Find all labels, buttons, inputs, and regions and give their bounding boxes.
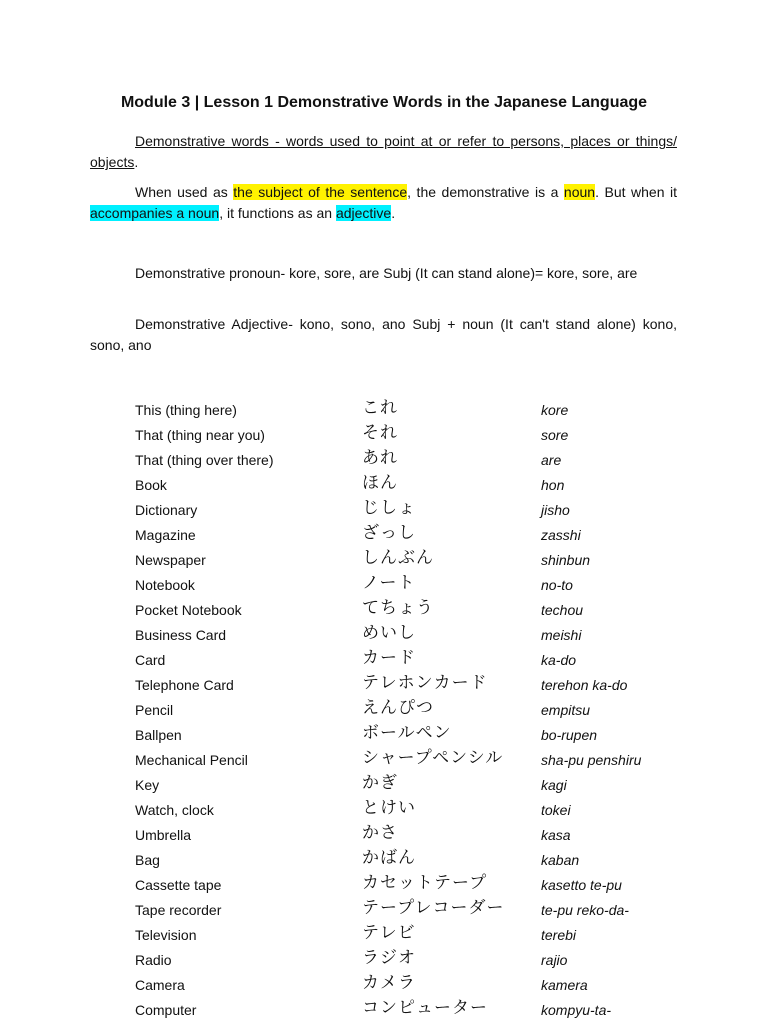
romaji-term: empitsu: [541, 702, 591, 718]
japanese-term: ほん: [362, 473, 398, 493]
japanese-term: カセットテープ: [362, 873, 488, 893]
adjective-text: Demonstrative Adjective- kono, sono, ano Subj + noun (It can't stand alone) kono, sono, ano: [90, 316, 677, 353]
romaji-term: sore: [541, 427, 569, 443]
japanese-term: カード: [362, 648, 416, 668]
japanese-term: しんぶん: [362, 548, 434, 568]
english-term: Ballpen: [135, 727, 182, 743]
table-row: [135, 443, 695, 468]
english-term: That (thing over there): [135, 452, 274, 468]
romaji-term: te-pu reko-da-: [541, 902, 629, 918]
table-row: [135, 668, 695, 693]
japanese-term: テレビ: [362, 923, 416, 943]
table-row: [135, 593, 695, 618]
romaji-term: kasetto te-pu: [541, 877, 622, 893]
definition-text: Demonstrative words - words used to point at or refer to persons, places or things/ objects: [90, 133, 677, 170]
english-term: Newspaper: [135, 552, 206, 568]
highlight-adjective: adjective: [335, 205, 392, 221]
romaji-term: kagi: [541, 777, 567, 793]
pronoun-paragraph: [90, 263, 677, 284]
romaji-term: bo-rupen: [541, 727, 598, 743]
english-term: Business Card: [135, 627, 227, 643]
page-title: Module 3 | Lesson 1 Demonstrative Words in the Japanese Language: [120, 94, 648, 111]
vocabulary-table-body: [135, 393, 695, 1018]
table-row: [135, 818, 695, 843]
romaji-term: no-to: [541, 577, 573, 593]
japanese-term: かさ: [362, 823, 398, 843]
romaji-term: zasshi: [541, 527, 581, 543]
romaji-term: tokei: [541, 802, 571, 818]
english-term: Pocket Notebook: [135, 602, 242, 618]
romaji-term: rajio: [541, 952, 568, 968]
japanese-term: かばん: [362, 848, 416, 868]
usage-text-4: , it functions as an: [219, 205, 336, 221]
english-term: That (thing near you): [135, 427, 265, 443]
japanese-term: テレホンカード: [362, 673, 488, 693]
definition-period: .: [134, 154, 139, 170]
pronoun-text: Demonstrative pronoun- kore, sore, are Subj (It can stand alone)= kore, sore, are: [135, 265, 638, 281]
vocabulary-table: [135, 393, 695, 1018]
english-term: Tape recorder: [135, 902, 222, 918]
table-row: [135, 518, 695, 543]
english-term: Mechanical Pencil: [135, 752, 248, 768]
table-row: [135, 968, 695, 993]
japanese-term: ラジオ: [362, 948, 416, 968]
english-term: Cassette tape: [135, 877, 222, 893]
romaji-term: kasa: [541, 827, 571, 843]
japanese-term: テープレコーダー: [362, 898, 505, 918]
table-row: [135, 543, 695, 568]
table-row: [135, 943, 695, 968]
romaji-term: kamera: [541, 977, 588, 993]
usage-text-2: , the demonstrative is a: [407, 184, 564, 200]
table-row: [135, 493, 695, 518]
english-term: Camera: [135, 977, 185, 993]
usage-text-3: . But when it: [595, 184, 678, 200]
english-term: This (thing here): [135, 402, 237, 418]
table-row: [135, 643, 695, 668]
romaji-term: shinbun: [541, 552, 591, 568]
english-term: Notebook: [135, 577, 195, 593]
table-row: [135, 993, 695, 1018]
japanese-term: あれ: [362, 448, 398, 468]
table-row: [135, 893, 695, 918]
romaji-term: techou: [541, 602, 584, 618]
japanese-term: それ: [362, 423, 398, 443]
romaji-term: ka-do: [541, 652, 577, 668]
english-term: Television: [135, 927, 197, 943]
english-term: Dictionary: [135, 502, 198, 518]
romaji-term: kore: [541, 402, 569, 418]
table-row: [135, 868, 695, 893]
table-row: [135, 418, 695, 443]
table-row: [135, 768, 695, 793]
table-row: [135, 468, 695, 493]
table-row: [135, 843, 695, 868]
english-term: Telephone Card: [135, 677, 234, 693]
table-row: [135, 693, 695, 718]
japanese-term: シャープペンシル: [362, 748, 504, 768]
japanese-term: えんぴつ: [362, 698, 434, 718]
usage-paragraph: [90, 182, 677, 224]
table-row: [135, 793, 695, 818]
romaji-term: terehon ka-do: [541, 677, 628, 693]
english-term: Pencil: [135, 702, 174, 718]
english-term: Umbrella: [135, 827, 192, 843]
highlight-noun: noun: [563, 184, 596, 200]
japanese-term: ざっし: [362, 523, 416, 543]
table-row: [135, 618, 695, 643]
japanese-term: めいし: [362, 623, 416, 643]
romaji-term: sha-pu penshiru: [541, 752, 642, 768]
english-term: Card: [135, 652, 166, 668]
usage-text-1: When used as: [135, 184, 234, 200]
romaji-term: hon: [541, 477, 565, 493]
romaji-term: jisho: [541, 502, 570, 518]
table-row: [135, 568, 695, 593]
english-term: Watch, clock: [135, 802, 214, 818]
japanese-term: カメラ: [362, 973, 416, 993]
adjective-paragraph: [90, 314, 677, 356]
japanese-term: じしょ: [362, 498, 416, 518]
romaji-term: are: [541, 452, 562, 468]
table-row: [135, 718, 695, 743]
english-term: Magazine: [135, 527, 196, 543]
table-row: [135, 743, 695, 768]
highlight-subject: the subject of the sentence: [233, 184, 408, 200]
romaji-term: kaban: [541, 852, 580, 868]
table-row: [135, 393, 695, 418]
japanese-term: ノート: [362, 573, 416, 593]
japanese-term: とけい: [362, 798, 416, 818]
romaji-term: kompyu-ta-: [541, 1002, 612, 1018]
definition-paragraph: [90, 131, 677, 173]
japanese-term: てちょう: [362, 598, 434, 618]
japanese-term: かぎ: [362, 773, 398, 793]
english-term: Radio: [135, 952, 172, 968]
japanese-term: これ: [362, 398, 398, 418]
english-term: Bag: [135, 852, 160, 868]
romaji-term: terebi: [541, 927, 577, 943]
usage-text-5: .: [391, 205, 396, 221]
highlight-accompanies: accompanies a noun: [90, 205, 220, 221]
japanese-term: コンピューター: [362, 998, 488, 1018]
japanese-term: ボールペン: [362, 723, 452, 743]
english-term: Computer: [135, 1002, 197, 1018]
romaji-term: meishi: [541, 627, 582, 643]
table-row: [135, 918, 695, 943]
english-term: Key: [135, 777, 160, 793]
english-term: Book: [135, 477, 167, 493]
